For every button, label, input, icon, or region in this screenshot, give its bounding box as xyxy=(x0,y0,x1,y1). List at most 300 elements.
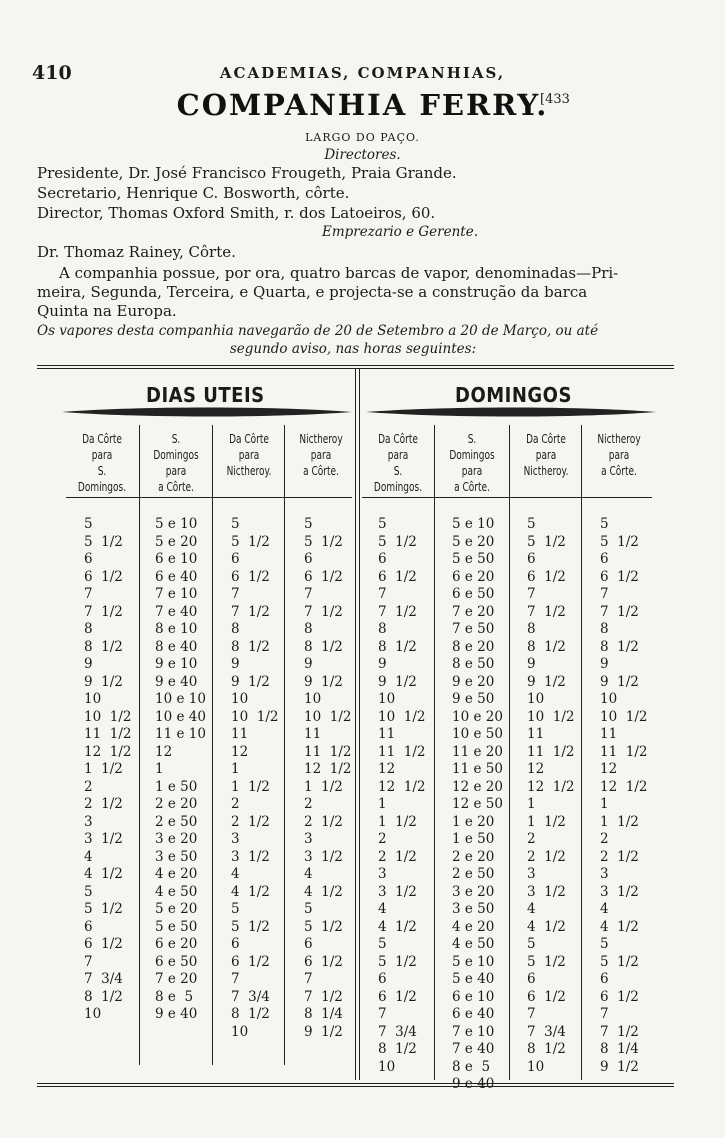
time-cell: 10 xyxy=(84,691,102,707)
time-cell: 9 xyxy=(378,656,387,672)
time-cell: 8 1/4 xyxy=(600,1041,639,1057)
time-cell: 7 1/2 xyxy=(304,603,343,620)
time-cell: 7 e 20 xyxy=(155,971,198,987)
table-top-rule xyxy=(37,365,674,366)
time-cell: 10 xyxy=(304,691,322,707)
time-cell: 6 1/2 xyxy=(600,568,639,585)
time-cell: 4 xyxy=(378,901,387,917)
time-cell: 5 1/2 xyxy=(84,901,123,917)
time-cell: 1 xyxy=(527,796,536,812)
time-cell: 9 1/2 xyxy=(304,673,343,690)
time-cell: 9 e 50 xyxy=(452,691,495,707)
time-cell: 11 xyxy=(378,726,396,742)
domingos-flourish xyxy=(366,406,656,418)
time-cell: 9 e 40 xyxy=(155,1006,198,1022)
time-cell: 6 xyxy=(304,936,313,952)
time-cell: 9 1/2 xyxy=(378,673,417,690)
column-header-line: Da Côrte xyxy=(229,431,269,446)
time-column xyxy=(600,516,674,1076)
time-cell: 8 1/2 xyxy=(527,1041,566,1057)
time-cell: 5 xyxy=(600,936,609,952)
time-cell: 2 xyxy=(600,831,609,847)
time-cell: 9 e 10 xyxy=(155,656,198,672)
time-cell: 8 1/2 xyxy=(378,1041,417,1057)
schedule-notice xyxy=(37,322,669,358)
time-cell: 7 e 20 xyxy=(452,603,495,620)
time-cell: 5 e 50 xyxy=(452,551,495,567)
time-cell: 7 xyxy=(84,953,93,970)
time-cell: 11 1/2 xyxy=(304,743,352,760)
column-header-line: a Côrte. xyxy=(158,479,194,494)
time-cell: 5 xyxy=(231,516,240,532)
time-cell: 4 e 20 xyxy=(155,866,198,882)
time-cell: 12 1/2 xyxy=(600,778,648,795)
time-column xyxy=(231,516,305,1041)
time-cell: 6 xyxy=(378,551,387,567)
time-cell: 1 1/2 xyxy=(304,778,343,795)
time-cell: 8 1/2 xyxy=(378,638,417,655)
column-header xyxy=(223,431,275,479)
column-header-line: Nictheroy xyxy=(299,431,343,446)
time-column xyxy=(155,516,229,1024)
time-cell: 9 1/2 xyxy=(231,673,270,690)
time-cell: 5 1/2 xyxy=(378,533,417,550)
time-cell: 8 1/2 xyxy=(84,988,123,1005)
time-cell: 8 xyxy=(84,621,93,637)
column-header xyxy=(446,431,498,495)
time-cell: 4 1/2 xyxy=(231,883,270,900)
time-cell: 5 xyxy=(600,516,609,532)
secretario-line: Secretario, Henrique C. Bosworth, côrte. xyxy=(37,184,350,202)
column-header xyxy=(520,431,572,479)
column-header-line: para xyxy=(461,463,483,478)
time-cell: 10 1/2 xyxy=(231,708,279,725)
time-cell: 2 xyxy=(304,796,313,812)
time-cell: 7 3/4 xyxy=(84,971,123,987)
time-cell: 10 xyxy=(527,1058,545,1075)
time-cell: 7 xyxy=(304,586,313,602)
time-cell: 6 xyxy=(231,936,240,952)
time-cell: 5 xyxy=(231,901,240,917)
time-cell: 6 1/2 xyxy=(84,936,123,952)
time-cell: 10 1/2 xyxy=(600,708,648,725)
time-cell: 3 e 50 xyxy=(452,901,495,917)
time-cell: 9 xyxy=(84,656,93,672)
time-cell: 12 xyxy=(378,761,396,777)
time-cell: 4 1/2 xyxy=(600,918,639,935)
time-cell: 6 e 50 xyxy=(155,953,198,970)
time-cell: 7 xyxy=(600,1006,609,1022)
running-head: ACADEMIAS, COMPANHIAS, xyxy=(219,64,506,82)
column-header-line: para xyxy=(387,447,409,462)
time-cell: 12 xyxy=(231,743,249,760)
time-cell: 1 1/2 xyxy=(527,813,566,830)
schedule-line-1: Os vapores desta companhia navegarão de 20 de Setembro a 20 de Março, ou até xyxy=(37,323,599,339)
column-header-line: S. Domingos xyxy=(449,431,495,462)
time-cell: 3 e 50 xyxy=(155,848,198,865)
time-cell: 3 xyxy=(84,813,93,830)
time-cell: 4 xyxy=(231,866,240,882)
emprezario-label: Emprezario e Gerente. xyxy=(322,224,478,240)
time-cell: 3 xyxy=(378,866,387,882)
time-cell: 7 xyxy=(231,971,240,987)
page-number: 410 xyxy=(32,62,72,84)
time-cell: 7 e 40 xyxy=(452,1041,495,1057)
time-cell: 1 1/2 xyxy=(600,813,639,830)
time-cell: 5 e 10 xyxy=(155,516,198,532)
time-cell: 10 xyxy=(231,691,249,707)
time-cell: 4 xyxy=(527,901,536,917)
time-cell: 8 xyxy=(378,621,387,637)
time-cell: 11 1/2 xyxy=(600,743,648,760)
column-header-line: S. Domingos xyxy=(153,431,199,462)
time-cell: 10 xyxy=(231,1023,249,1040)
column-header xyxy=(295,431,347,479)
time-cell: 7 1/2 xyxy=(304,988,343,1005)
time-cell: 6 1/2 xyxy=(304,953,343,970)
column-header-line: Da Côrte xyxy=(378,431,418,446)
time-cell: 2 e 20 xyxy=(452,848,495,865)
time-cell: 1 e 50 xyxy=(155,778,198,795)
time-cell: 6 1/2 xyxy=(527,568,566,585)
time-cell: 11 1/2 xyxy=(378,743,426,760)
time-cell: 6 1/2 xyxy=(378,988,417,1005)
time-cell: 5 1/2 xyxy=(231,533,270,550)
time-cell: 3 1/2 xyxy=(600,883,639,900)
time-cell: 5 1/2 xyxy=(84,533,123,550)
time-cell: 6 xyxy=(304,551,313,567)
time-cell: 6 xyxy=(231,551,240,567)
time-cell: 6 e 20 xyxy=(452,568,495,585)
column-header-line: para xyxy=(608,447,630,462)
time-cell: 5 e 50 xyxy=(155,918,198,935)
time-cell: 7 1/2 xyxy=(600,1023,639,1040)
time-cell: 2 e 50 xyxy=(452,866,495,882)
time-cell: 12 1/2 xyxy=(378,778,426,795)
time-cell: 7 xyxy=(378,1006,387,1022)
time-cell: 7 xyxy=(527,586,536,602)
time-cell: 10 1/2 xyxy=(378,708,426,725)
time-cell: 5 e 10 xyxy=(452,953,495,970)
domingos-title: DOMINGOS xyxy=(455,383,572,407)
time-cell: 8 1/2 xyxy=(84,638,123,655)
column-header-line: Nictheroy xyxy=(597,431,641,446)
time-cell: 1 1/2 xyxy=(378,813,417,830)
time-cell: 7 1/2 xyxy=(527,603,566,620)
time-cell: 7 1/2 xyxy=(600,603,639,620)
time-cell: 3 1/2 xyxy=(84,831,123,847)
time-cell: 9 xyxy=(600,656,609,672)
time-cell: 9 xyxy=(304,656,313,672)
column-header-line: para xyxy=(165,463,187,478)
time-cell: 5 xyxy=(304,516,313,532)
directores-label: Directores. xyxy=(324,147,401,163)
time-cell: 5 xyxy=(304,901,313,917)
time-cell: 8 xyxy=(527,621,536,637)
time-cell: 12 xyxy=(155,743,173,760)
time-cell: 6 e 40 xyxy=(452,1006,495,1022)
fleet-line-2: meira, Segunda, Terceira, e Quarta, e projecta-se a construção da barca xyxy=(37,283,588,301)
time-cell: 11 xyxy=(527,726,545,742)
header-bottom-rule xyxy=(66,497,352,498)
time-cell: 5 xyxy=(84,883,93,900)
time-cell: 6 xyxy=(527,551,536,567)
address-subhead: LARGO DO PAÇO. xyxy=(305,131,420,144)
time-cell: 3 1/2 xyxy=(527,883,566,900)
time-cell: 9 e 40 xyxy=(155,673,198,690)
time-cell: 11 1/2 xyxy=(527,743,575,760)
time-cell: 7 xyxy=(84,586,93,602)
time-cell: 9 xyxy=(231,656,240,672)
time-cell: 3 1/2 xyxy=(304,848,343,865)
time-column xyxy=(452,516,526,1094)
time-cell: 5 1/2 xyxy=(231,918,270,935)
time-cell: 10 1/2 xyxy=(84,708,132,725)
column-header-line: Da Côrte xyxy=(82,431,122,446)
time-cell: 7 3/4 xyxy=(231,988,270,1005)
time-cell: 2 1/2 xyxy=(527,848,566,865)
time-cell: 9 1/2 xyxy=(84,673,123,690)
time-cell: 2 e 50 xyxy=(155,813,198,830)
time-cell: 10 1/2 xyxy=(304,708,352,725)
time-cell: 10 xyxy=(527,691,545,707)
time-cell: 2 1/2 xyxy=(84,796,123,812)
time-cell: 9 1/2 xyxy=(527,673,566,690)
time-cell: 3 xyxy=(600,866,609,882)
fleet-line-3: Quinta na Europa. xyxy=(37,302,177,320)
time-cell: 7 e 10 xyxy=(452,1023,495,1040)
time-cell: 5 xyxy=(378,516,387,532)
column-header-line: Nictheroy. xyxy=(523,463,569,478)
time-cell: 8 1/2 xyxy=(527,638,566,655)
time-cell: 7 xyxy=(600,586,609,602)
time-cell: 6 1/2 xyxy=(231,953,270,970)
time-cell: 8 xyxy=(231,621,240,637)
column-header xyxy=(76,431,128,495)
time-cell: 6 1/2 xyxy=(231,568,270,585)
time-cell: 4 xyxy=(600,901,609,917)
time-cell: 7 xyxy=(378,586,387,602)
time-cell: 8 e 50 xyxy=(452,656,495,672)
header-bottom-rule-2 xyxy=(362,497,652,498)
time-cell: 2 1/2 xyxy=(231,813,270,830)
time-cell: 1 e 50 xyxy=(452,831,495,847)
time-cell: 1 1/2 xyxy=(231,778,270,795)
time-cell: 4 1/2 xyxy=(378,918,417,935)
time-cell: 3 e 20 xyxy=(452,883,495,900)
time-cell: 7 1/2 xyxy=(84,603,123,620)
gerente-line: Dr. Thomaz Rainey, Côrte. xyxy=(37,243,236,261)
time-cell: 2 xyxy=(527,831,536,847)
time-cell: 5 xyxy=(527,516,536,532)
time-cell: 5 1/2 xyxy=(527,953,566,970)
time-cell: 3 1/2 xyxy=(231,848,270,865)
time-cell: 8 1/2 xyxy=(231,638,270,655)
time-cell: 9 e 20 xyxy=(452,673,495,690)
time-cell: 4 e 50 xyxy=(452,936,495,952)
time-cell: 8 1/2 xyxy=(600,638,639,655)
time-cell: 6 1/2 xyxy=(304,568,343,585)
time-cell: 5 1/2 xyxy=(527,533,566,550)
time-cell: 10 xyxy=(84,1006,102,1022)
time-cell: 2 e 20 xyxy=(155,796,198,812)
time-cell: 5 1/2 xyxy=(600,533,639,550)
time-cell: 7 1/2 xyxy=(231,603,270,620)
time-cell: 11 e 10 xyxy=(155,726,206,742)
time-cell: 5 e 20 xyxy=(155,901,198,917)
time-cell: 12 1/2 xyxy=(84,743,132,760)
fleet-paragraph xyxy=(37,264,673,321)
time-cell: 1 e 20 xyxy=(452,813,495,830)
time-cell: 11 1/2 xyxy=(84,726,132,742)
time-cell: 6 1/2 xyxy=(378,568,417,585)
time-cell: 6 e 10 xyxy=(452,988,495,1005)
time-cell: 6 xyxy=(84,918,93,935)
time-cell: 7 xyxy=(304,971,313,987)
time-cell: 7 1/2 xyxy=(378,603,417,620)
time-cell: 1 xyxy=(600,796,609,812)
time-cell: 6 e 50 xyxy=(452,586,495,602)
time-cell: 7 xyxy=(527,1006,536,1022)
time-cell: 2 1/2 xyxy=(600,848,639,865)
time-cell: 2 xyxy=(378,831,387,847)
time-cell: 7 xyxy=(231,586,240,602)
time-cell: 9 1/2 xyxy=(304,1023,343,1040)
time-cell: 3 xyxy=(231,831,240,847)
time-cell: 5 e 10 xyxy=(452,516,495,532)
column-header-line: para xyxy=(535,447,557,462)
column-header-line: para xyxy=(310,447,332,462)
time-cell: 6 xyxy=(84,551,93,567)
presidente-line: Presidente, Dr. José Francisco Frougeth, Praia Grande. xyxy=(37,164,457,182)
time-cell: 6 xyxy=(378,971,387,987)
time-cell: 12 1/2 xyxy=(527,778,575,795)
time-cell: 6 e 20 xyxy=(155,936,198,952)
time-cell: 4 1/2 xyxy=(84,866,123,882)
time-cell: 5 xyxy=(527,936,536,952)
time-cell: 7 e 40 xyxy=(155,603,198,620)
time-cell: 10 e 20 xyxy=(452,708,503,725)
time-cell: 6 e 40 xyxy=(155,568,198,585)
time-cell: 7 3/4 xyxy=(378,1023,417,1040)
time-cell: 5 1/2 xyxy=(378,953,417,970)
time-cell: 6 1/2 xyxy=(527,988,566,1005)
time-cell: 10 e 40 xyxy=(155,708,206,725)
time-cell: 6 xyxy=(600,971,609,987)
time-cell: 2 xyxy=(231,796,240,812)
column-header xyxy=(593,431,645,479)
time-cell: 2 1/2 xyxy=(378,848,417,865)
time-cell: 10 xyxy=(378,691,396,707)
time-cell: 12 e 20 xyxy=(452,778,503,795)
time-cell: 3 xyxy=(527,866,536,882)
column-header-line: a Côrte. xyxy=(454,479,490,494)
time-cell: 10 e 10 xyxy=(155,691,206,707)
time-cell: 6 1/2 xyxy=(600,988,639,1005)
time-cell: 6 xyxy=(600,551,609,567)
director-line: Director, Thomas Oxford Smith, r. dos Latoeiros, 60. xyxy=(37,204,436,222)
time-cell: 7 e 10 xyxy=(155,586,198,602)
time-cell: 12 xyxy=(527,761,545,777)
time-column xyxy=(527,516,601,1076)
time-cell: 8 1/2 xyxy=(231,1006,270,1022)
time-cell: 8 xyxy=(600,621,609,637)
time-cell: 5 1/2 xyxy=(304,533,343,550)
time-cell: 8 e 10 xyxy=(155,621,198,637)
time-cell: 6 1/2 xyxy=(84,568,123,585)
time-column xyxy=(84,516,158,1024)
column-header-line: para xyxy=(238,447,260,462)
time-cell: 11 e 20 xyxy=(452,743,503,760)
time-cell: 3 1/2 xyxy=(378,883,417,900)
time-cell: 11 xyxy=(600,726,618,742)
time-cell: 8 e 5 xyxy=(452,1058,491,1075)
time-cell: 5 1/2 xyxy=(304,918,343,935)
time-cell: 6 xyxy=(527,971,536,987)
dias-uteis-title: DIAS UTEIS xyxy=(146,383,265,407)
time-cell: 4 1/2 xyxy=(304,883,343,900)
column-header-line: para xyxy=(91,447,113,462)
time-cell: 5 e 40 xyxy=(452,971,495,987)
table-bottom-rule xyxy=(37,1083,674,1084)
column-header-line: Da Côrte xyxy=(526,431,566,446)
time-cell: 7 e 50 xyxy=(452,621,495,637)
time-cell: 2 xyxy=(84,778,93,795)
time-cell: 8 xyxy=(304,621,313,637)
time-cell: 9 xyxy=(527,656,536,672)
time-column xyxy=(378,516,452,1076)
time-cell: 10 e 50 xyxy=(452,726,503,742)
time-cell: 10 1/2 xyxy=(527,708,575,725)
time-cell: 9 1/2 xyxy=(600,1058,639,1075)
time-cell: 11 e 50 xyxy=(452,761,503,777)
time-cell: 12 xyxy=(600,761,618,777)
time-cell: 1 xyxy=(231,761,240,777)
time-cell: 5 xyxy=(378,936,387,952)
dias-uteis-flourish xyxy=(62,406,352,418)
column-header xyxy=(150,431,202,495)
time-cell: 4 xyxy=(304,866,313,882)
time-cell: 5 xyxy=(84,516,93,532)
time-cell: 5 e 20 xyxy=(452,533,495,550)
table-bottom-rule-2 xyxy=(37,1086,674,1087)
column-header xyxy=(372,431,424,495)
time-cell: 4 e 50 xyxy=(155,883,198,900)
time-cell: 8 e 20 xyxy=(452,638,495,655)
column-header-line: a Côrte. xyxy=(601,463,637,478)
time-cell: 9 1/2 xyxy=(600,673,639,690)
time-cell: 3 xyxy=(304,831,313,847)
column-header-line: Nictheroy. xyxy=(226,463,272,478)
time-cell: 5 e 20 xyxy=(155,533,198,550)
time-cell: 4 xyxy=(84,848,93,865)
time-column xyxy=(304,516,378,1041)
time-cell: 1 1/2 xyxy=(84,761,123,777)
time-cell: 11 xyxy=(231,726,249,742)
schedule-line-2: segundo aviso, nas horas seguintes: xyxy=(229,341,477,357)
time-cell: 8 e 40 xyxy=(155,638,198,655)
time-cell: 8 1/4 xyxy=(304,1006,343,1022)
time-cell: 3 e 20 xyxy=(155,831,198,847)
time-cell: 6 e 10 xyxy=(155,551,198,567)
time-cell: 9 e 40 xyxy=(452,1076,495,1092)
time-cell: 8 1/2 xyxy=(304,638,343,655)
time-cell: 4 1/2 xyxy=(527,918,566,935)
time-cell: 1 xyxy=(378,796,387,812)
page-title: COMPANHIA FERRY. xyxy=(176,88,549,122)
time-cell: 12 e 50 xyxy=(452,796,503,812)
time-cell: 10 xyxy=(378,1058,396,1075)
